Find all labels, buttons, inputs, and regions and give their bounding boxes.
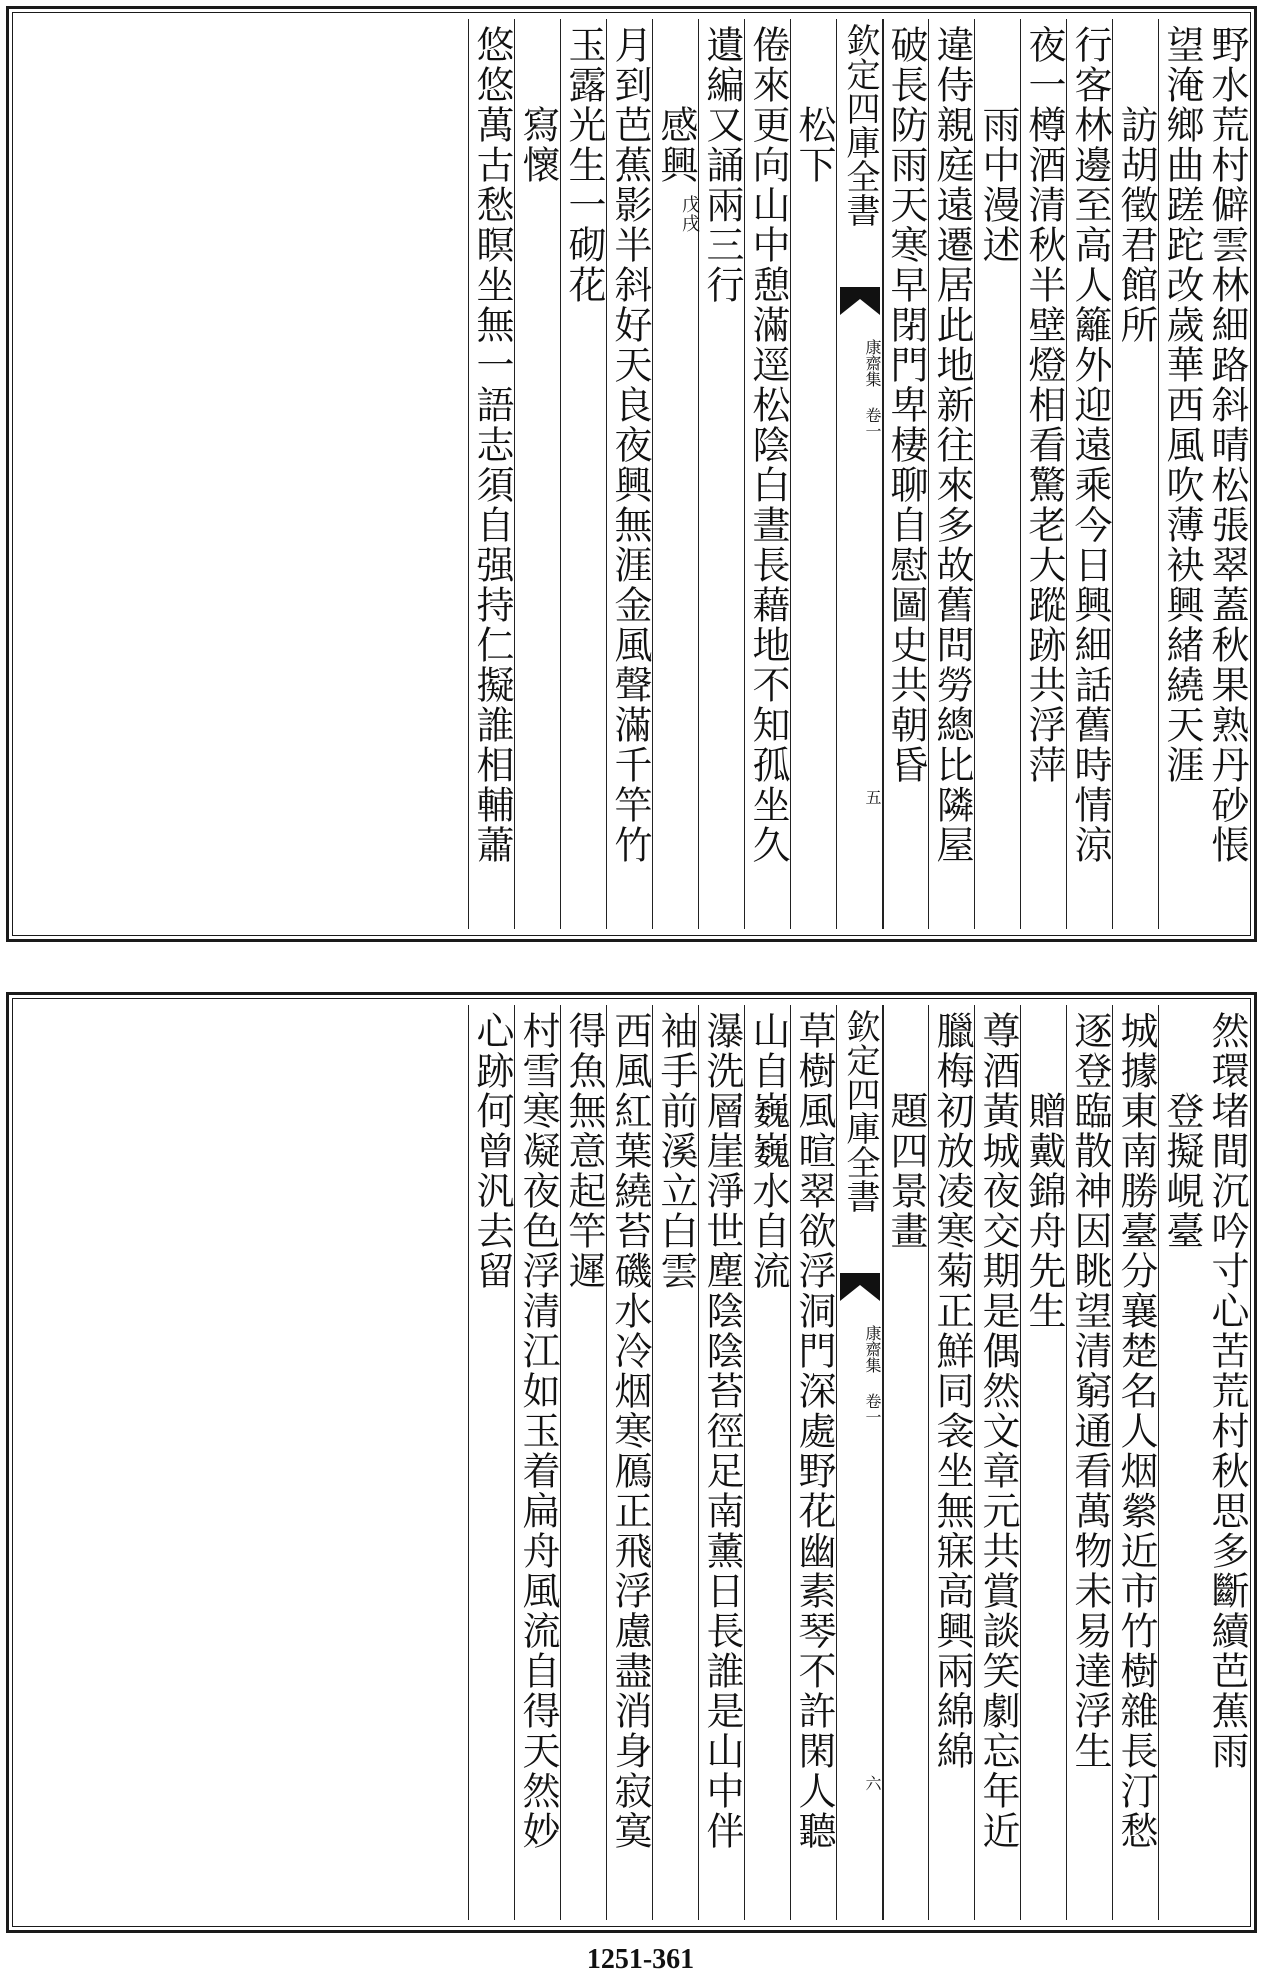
column-b14 xyxy=(514,1005,561,1920)
poem-title: 雨中漫述 xyxy=(976,105,1020,265)
column-b4 xyxy=(1020,1005,1067,1920)
column-t11 xyxy=(652,19,699,929)
text-line: 行客林邊至高人籬外迎遠乘今日興細話舊時情涼 xyxy=(1068,25,1112,865)
collection-title: 康齋集 xyxy=(863,1325,882,1373)
column-b8 xyxy=(790,1005,837,1920)
text-line: 山自巍巍水自流 xyxy=(746,1011,790,1291)
text-line: 望淹鄉曲蹉跎改歲華西風吹薄袂興緒繞天涯 xyxy=(1160,25,1204,785)
column-t5 xyxy=(974,19,1021,929)
column-t8 xyxy=(790,19,837,929)
text-line: 玉露光生一砌花 xyxy=(562,25,606,305)
poem-title: 訪胡徵君館所 xyxy=(1114,105,1158,345)
column-b5 xyxy=(974,1005,1021,1920)
text-line: 野水荒村僻雲林細路斜晴松張翠蓋秋果熟丹砂悵 xyxy=(1205,25,1249,865)
page-number: 六 xyxy=(863,1775,882,1791)
poem-title: 贈戴錦舟先生 xyxy=(1022,1091,1066,1331)
text-line: 倦來更向山中憩滿逕松陰白晝長藉地不知孤坐久 xyxy=(746,25,790,865)
poem-title: 寫懷 xyxy=(516,105,560,185)
column-b1 xyxy=(1158,1005,1205,1920)
column-t15 xyxy=(468,19,515,929)
collection-title: 康齋集 xyxy=(863,339,882,387)
column-b0 xyxy=(1204,1005,1250,1920)
text-line: 遺編又誦兩三行 xyxy=(700,25,744,305)
fishtail-mark-icon xyxy=(840,287,880,315)
text-line: 城據東南勝臺分襄楚名人烟縈近市竹樹雜長汀愁 xyxy=(1114,1011,1158,1851)
column-t7 xyxy=(882,19,929,929)
top-page xyxy=(6,6,1257,942)
text-line: 逐登臨散神因眺望清窮通看萬物未易達浮生 xyxy=(1068,1011,1112,1771)
page-footer-number: 1251-361 xyxy=(586,1944,695,1975)
page-number: 五 xyxy=(863,789,882,805)
column-b9 xyxy=(744,1005,791,1920)
poem-title: 題四景畫 xyxy=(884,1091,928,1251)
volume-label: 卷一 xyxy=(863,407,882,439)
column-b15 xyxy=(468,1005,515,1920)
book-title: 欽定四庫全書 xyxy=(840,1009,880,1213)
volume-label: 卷一 xyxy=(863,1393,882,1425)
column-t2 xyxy=(1112,19,1159,929)
column-t3 xyxy=(1066,19,1113,929)
column-b13 xyxy=(560,1005,607,1920)
text-line: 破長防雨天寒早閉門卑棲聊自慰圖史共朝昏 xyxy=(884,25,928,785)
column-t9 xyxy=(744,19,791,929)
column-t12 xyxy=(606,19,653,929)
column-t1 xyxy=(1158,19,1205,929)
column-t0 xyxy=(1204,19,1250,929)
text-line: 袖手前溪立白雲 xyxy=(654,1011,698,1291)
text-line: 心跡何曾汎去留 xyxy=(470,1011,514,1291)
center-fold xyxy=(836,1005,884,1920)
column-b10 xyxy=(698,1005,745,1920)
column-t6 xyxy=(928,19,975,929)
text-line: 月到芭蕉影半斜好天良夜興無涯金風聲滿千竿竹 xyxy=(608,25,652,865)
text-line: 違侍親庭遠遷居此地新往來多故舊問勞總比隣屋 xyxy=(930,25,974,865)
text-line: 草樹風暄翠欲浮洞門深處野花幽素琴不許閑人聽 xyxy=(792,1011,836,1851)
column-b6 xyxy=(928,1005,975,1920)
text-line: 村雪寒凝夜色浮清江如玉着扁舟風流自得天然妙 xyxy=(516,1011,560,1851)
date-note: 戊戌 xyxy=(679,195,700,233)
text-line: 西風紅葉繞苔磯水冷烟寒鴈正飛浮慮盡消身寂寞 xyxy=(608,1011,652,1851)
column-t4 xyxy=(1020,19,1067,929)
text-line: 臘梅初放凌寒菊正鮮同衾坐無寐高興兩綿綿 xyxy=(930,1011,974,1771)
column-t14 xyxy=(514,19,561,929)
text-line: 夜一樽酒清秋半壁燈相看驚老大蹤跡共浮萍 xyxy=(1022,25,1066,785)
column-t10 xyxy=(698,19,745,929)
column-b7 xyxy=(882,1005,929,1920)
column-b3 xyxy=(1066,1005,1113,1920)
text-line: 尊酒黃城夜交期是偶然文章元共賞談笑劇忘年近 xyxy=(976,1011,1020,1851)
poem-title: 松下 xyxy=(792,105,836,185)
column-b12 xyxy=(606,1005,653,1920)
column-t13 xyxy=(560,19,607,929)
bottom-page xyxy=(6,992,1257,1933)
poem-title: 感興 xyxy=(654,105,698,185)
text-line: 然環堵間沉吟寸心苦荒村秋思多斷續芭蕉雨 xyxy=(1205,1011,1249,1771)
text-line: 得魚無意起竿遲 xyxy=(562,1011,606,1291)
poem-title: 登擬峴臺 xyxy=(1160,1091,1204,1251)
column-b2 xyxy=(1112,1005,1159,1920)
text-line: 瀑洗層崖淨世塵陰陰苔徑足南薰日長誰是山中伴 xyxy=(700,1011,744,1851)
column-b11 xyxy=(652,1005,699,1920)
center-fold xyxy=(836,19,884,929)
fishtail-mark-icon xyxy=(840,1273,880,1301)
text-line: 悠悠萬古愁瞑坐無一語志須自强持仁擬誰相輔蕭 xyxy=(470,25,514,865)
book-title: 欽定四庫全書 xyxy=(840,23,880,227)
